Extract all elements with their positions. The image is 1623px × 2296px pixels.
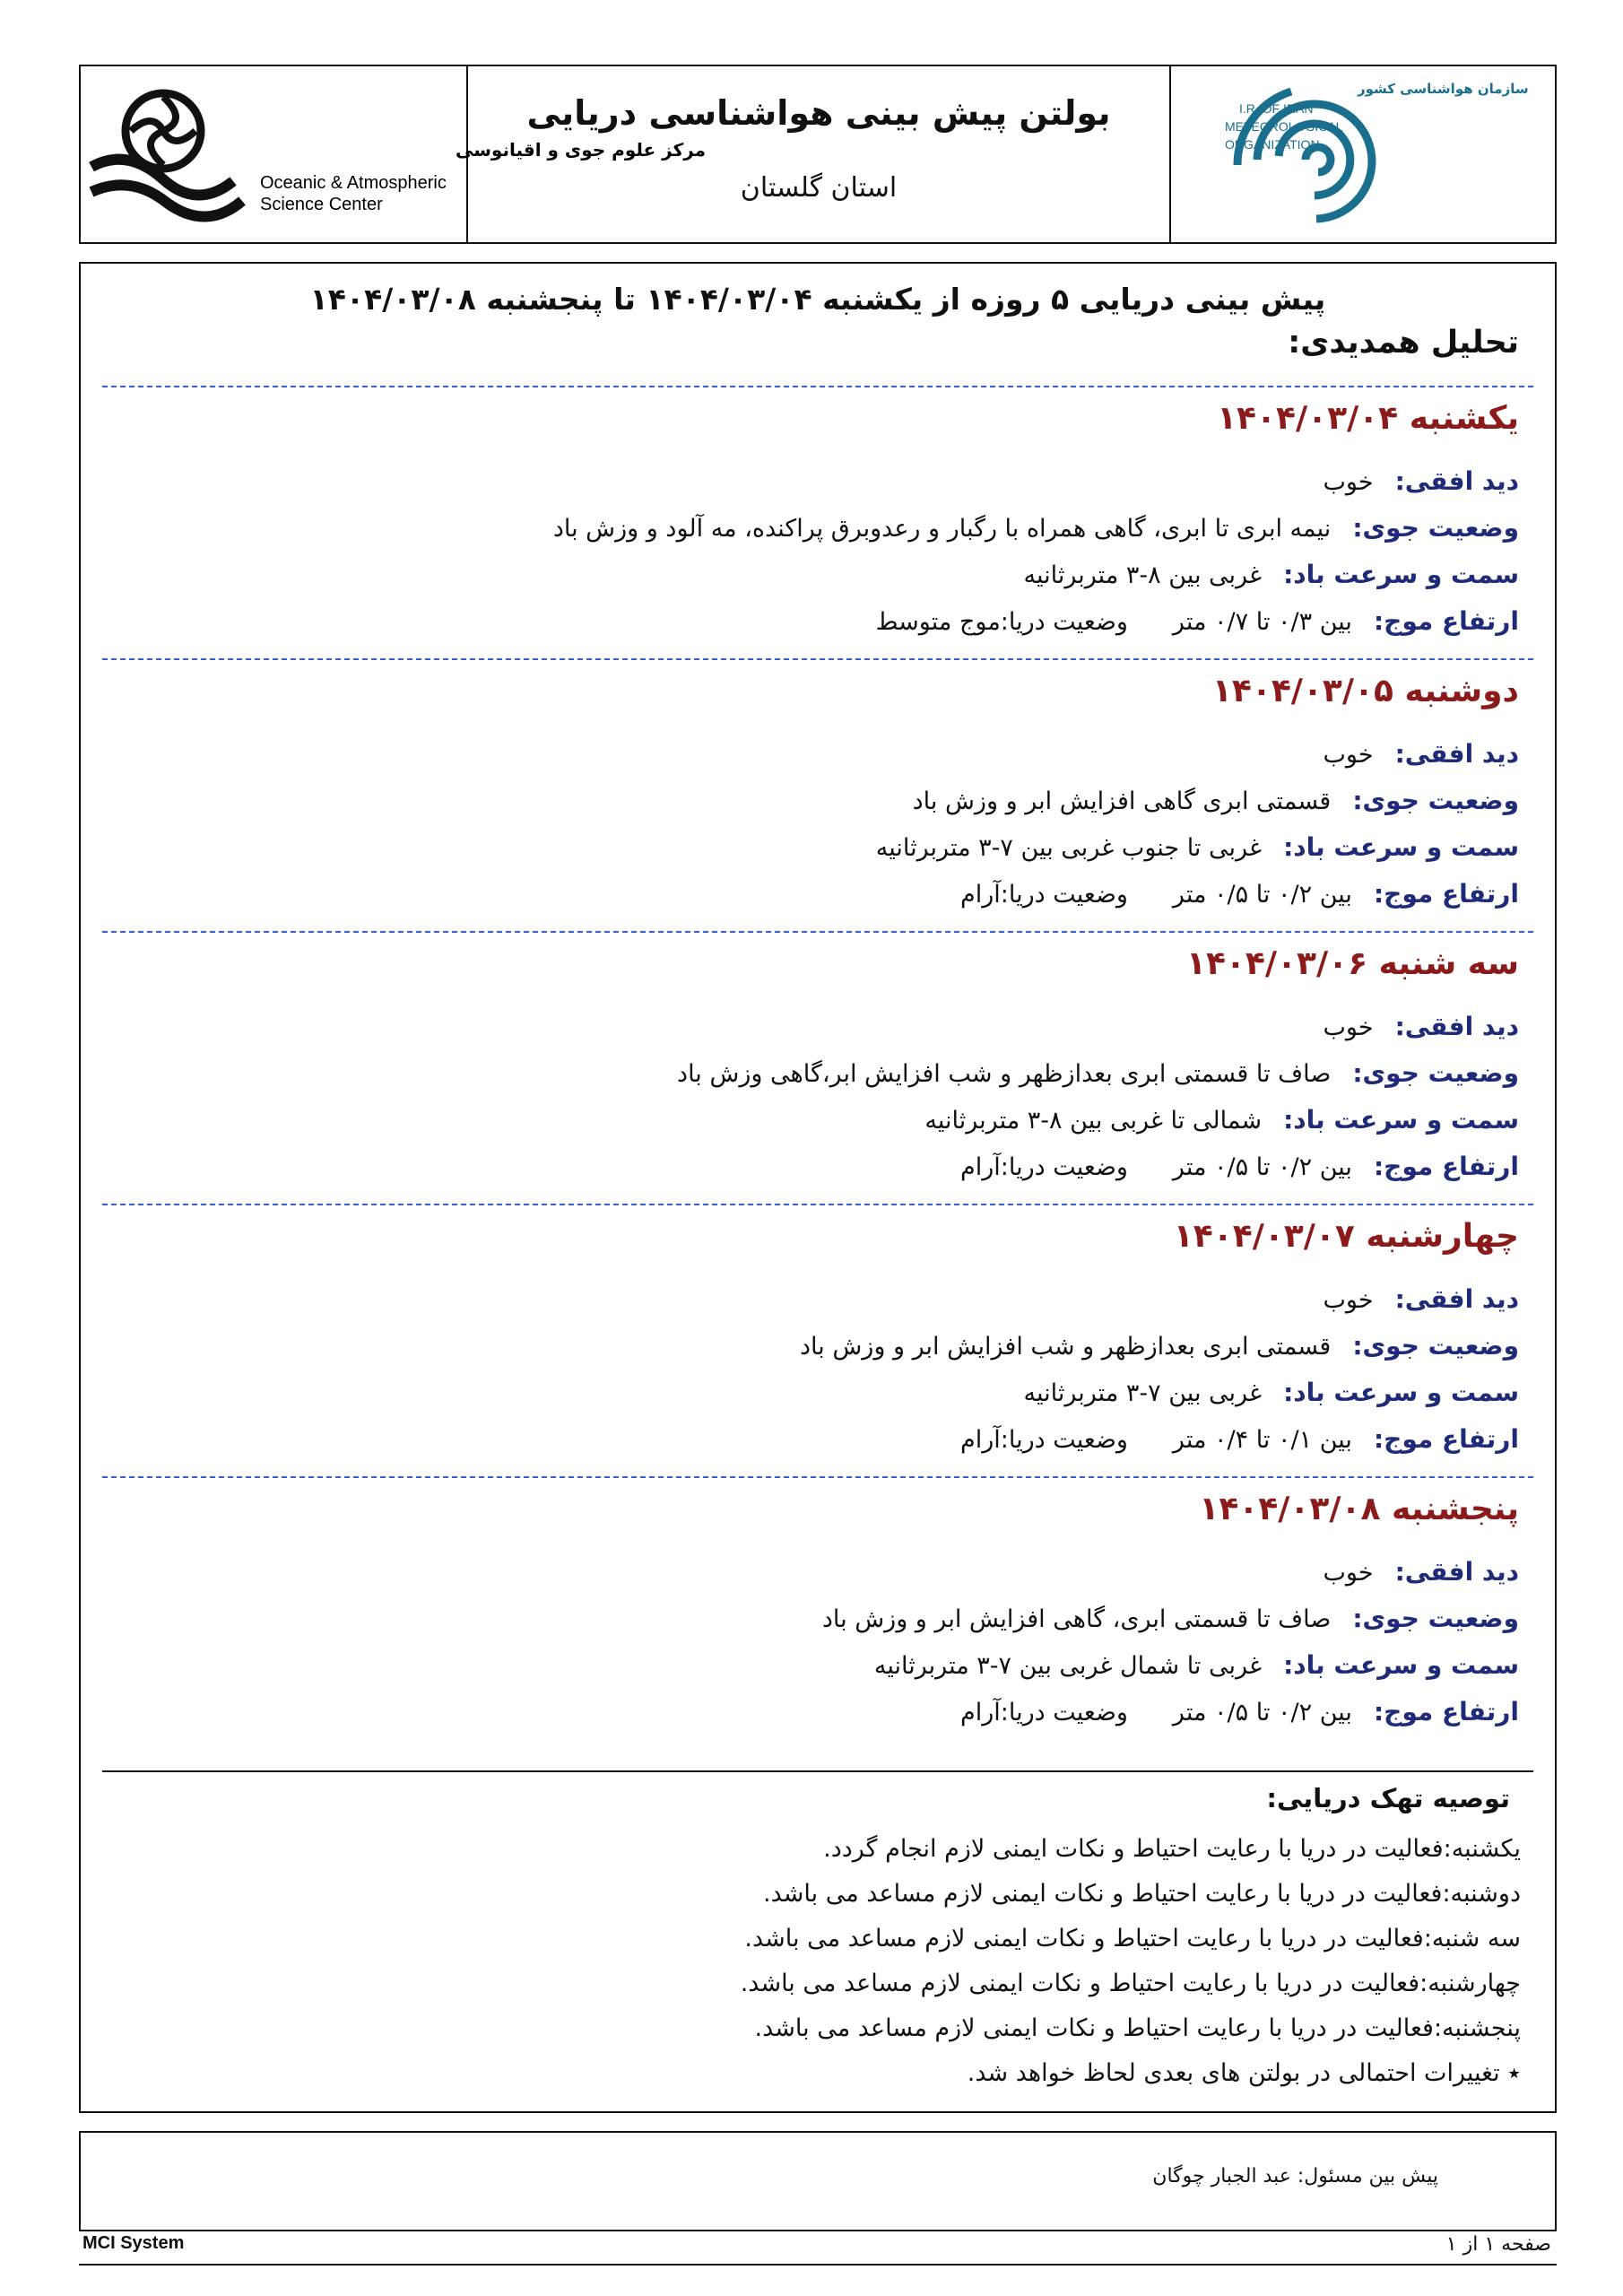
weather-row	[800, 1331, 1519, 1361]
separator	[102, 1204, 1533, 1205]
logo-text-en-2: METEOROLOGICAL	[1225, 119, 1343, 134]
sea-state: وضعیت دریا:موج متوسط	[875, 608, 1128, 636]
separator	[102, 658, 1533, 660]
oceanic-center-logo	[81, 66, 707, 242]
visibility-value: خوب	[1323, 1286, 1374, 1314]
wave-row	[960, 1697, 1519, 1726]
weather-row	[553, 513, 1519, 543]
swirl-logo-icon	[91, 93, 242, 217]
wind-label: سمت و سرعت باد:	[1283, 560, 1519, 589]
day-title: پنجشنبه ۱۴۰۴/۰۳/۰۸	[1199, 1491, 1519, 1527]
bulletin-header	[79, 65, 1557, 244]
separator	[102, 1476, 1533, 1478]
logo-text-fa: سازمان هواشناسی کشور	[1358, 81, 1529, 97]
wave-row	[960, 1152, 1519, 1181]
footer-divider	[79, 2264, 1557, 2266]
wave-value: بین ۰/۲ تا ۰/۵ متر	[1172, 1153, 1352, 1181]
visibility-label: دید افقی:	[1394, 466, 1519, 496]
sea-state: وضعیت دریا:آرام	[960, 1426, 1128, 1454]
title-cell	[468, 66, 1171, 242]
day-title: چهارشنبه ۱۴۰۴/۰۳/۰۷	[1173, 1218, 1519, 1255]
wave-label: ارتفاع موج:	[1373, 1697, 1519, 1726]
wind-row	[876, 832, 1519, 862]
synoptic-analysis-label: تحلیل همدیدی:	[1288, 325, 1519, 361]
visibility-row	[1324, 1557, 1519, 1587]
bulletin-title: بولتن پیش بینی هواشناسی دریایی	[526, 93, 1111, 133]
wind-row	[1023, 560, 1519, 589]
province-name: استان گلستان	[740, 172, 898, 204]
wave-label: ارتفاع موج:	[1373, 606, 1519, 636]
weather-row	[677, 1058, 1519, 1088]
sea-state: وضعیت دریا:آرام	[960, 1153, 1128, 1181]
recommendation-item: چهارشنبه:فعالیت در دریا با رعایت احتیاط و نکات ایمنی لازم مساعد می باشد.	[740, 1970, 1521, 1997]
recommendations-title: توصیه تهک دریایی:	[1266, 1783, 1510, 1813]
wave-row	[876, 606, 1519, 636]
logo-text-en-1: Oceanic & Atmospheric	[260, 173, 447, 193]
sea-state: وضعیت دریا:آرام	[960, 881, 1128, 909]
wind-label: سمت و سرعت باد:	[1283, 832, 1519, 862]
forecaster-name: پیش بین مسئول: عبد الجبار چوگان	[1152, 2165, 1438, 2187]
visibility-value: خوب	[1323, 1013, 1374, 1041]
wave-value: بین ۰/۱ تا ۰/۴ متر	[1172, 1426, 1352, 1454]
wave-label: ارتفاع موج:	[1373, 1424, 1519, 1454]
day-section	[81, 935, 1555, 1195]
forecaster-box	[79, 2131, 1557, 2231]
logo-text-en-1: I.R. OF IRAN	[1239, 101, 1314, 116]
wind-value: غربی تا جنوب غربی بین ۷-۳ متربرثانیه	[875, 834, 1263, 862]
wind-value: غربی بین ۸-۳ متربرثانیه	[1023, 561, 1263, 589]
forecast-title: پیش بینی دریایی ۵ روزه از یکشنبه ۱۴۰۴/۰۳/۰۴ تا پنجشنبه ۱۴۰۴/۰۳/۰۸	[309, 282, 1326, 317]
oceanic-center-logo-cell	[81, 66, 707, 242]
wind-label: سمت و سرعت باد:	[1283, 1650, 1519, 1680]
wind-value: شمالی تا غربی بین ۸-۳ متربرثانیه	[924, 1107, 1263, 1135]
day-section	[81, 1480, 1555, 1740]
wave-label: ارتفاع موج:	[1373, 879, 1519, 909]
wind-label: سمت و سرعت باد:	[1283, 1105, 1519, 1135]
wind-label: سمت و سرعت باد:	[1283, 1378, 1519, 1407]
weather-row	[822, 1604, 1519, 1633]
separator	[102, 931, 1533, 933]
wind-value: غربی تا شمال غربی بین ۷-۳ متربرثانیه	[873, 1652, 1263, 1680]
wind-value: غربی بین ۷-۳ متربرثانیه	[1023, 1379, 1263, 1407]
wave-row	[960, 1424, 1519, 1454]
visibility-value: خوب	[1323, 468, 1374, 496]
recommendations-divider	[102, 1770, 1533, 1772]
weather-value: قسمتی ابری گاهی افزایش ابر و وزش باد	[912, 787, 1332, 815]
wave-value: بین ۰/۳ تا ۰/۷ متر	[1172, 608, 1352, 636]
weather-value: صاف تا قسمتی ابری بعدازظهر و شب افزایش ابر،گاهی وزش باد	[677, 1060, 1332, 1088]
irimo-logo-cell	[1171, 66, 1558, 242]
visibility-label: دید افقی:	[1394, 1284, 1519, 1314]
visibility-label: دید افقی:	[1394, 1557, 1519, 1587]
day-title: سه شنبه ۱۴۰۴/۰۳/۰۶	[1185, 945, 1519, 982]
visibility-row	[1324, 466, 1519, 496]
day-section	[81, 389, 1555, 649]
visibility-row	[1324, 1284, 1519, 1314]
sea-state: وضعیت دریا:آرام	[960, 1699, 1128, 1726]
visibility-value: خوب	[1323, 741, 1374, 769]
weather-value: نیمه ابری تا ابری، گاهی همراه با رگبار و رعدوبرق پراکنده، مه آلود و وزش باد	[552, 515, 1332, 543]
weather-value: قسمتی ابری بعدازظهر و شب افزایش ابر و وزش باد	[800, 1333, 1332, 1361]
wind-row	[1023, 1378, 1519, 1407]
weather-label: وضعیت جوی:	[1352, 513, 1519, 543]
wave-value: بین ۰/۲ تا ۰/۵ متر	[1172, 881, 1352, 909]
system-name: MCI System	[82, 2233, 185, 2253]
day-section	[81, 1207, 1555, 1467]
recommendation-note: ٭ تغییرات احتمالی در بولتن های بعدی لحاظ خواهد شد.	[967, 2059, 1521, 2087]
page-number: صفحه ۱ از ۱	[1445, 2233, 1551, 2256]
wind-row	[874, 1650, 1519, 1680]
weather-label: وضعیت جوی:	[1352, 1058, 1519, 1088]
weather-row	[913, 786, 1519, 815]
day-title: یکشنبه ۱۴۰۴/۰۳/۰۴	[1217, 400, 1519, 437]
forecast-body	[79, 262, 1557, 2113]
weather-label: وضعیت جوی:	[1352, 1604, 1519, 1633]
recommendation-item: یکشنبه:فعالیت در دریا با رعایت احتیاط و نکات ایمنی لازم انجام گردد.	[823, 1835, 1521, 1863]
logo-text-en-3: ORGANIZATION	[1225, 137, 1320, 152]
recommendation-item: پنجشنبه:فعالیت در دریا با رعایت احتیاط و نکات ایمنی لازم مساعد می باشد.	[754, 2014, 1521, 2042]
weather-label: وضعیت جوی:	[1352, 786, 1519, 815]
logo-text-fa: مرکز علوم جوی و اقیانوسی	[456, 139, 707, 161]
visibility-label: دید افقی:	[1394, 739, 1519, 769]
logo-text-en-2: Science Center	[260, 195, 383, 214]
irimo-logo	[1171, 66, 1555, 242]
wave-row	[960, 879, 1519, 909]
visibility-row	[1324, 1012, 1519, 1041]
weather-value: صاف تا قسمتی ابری، گاهی افزایش ابر و وزش باد	[821, 1605, 1332, 1633]
visibility-value: خوب	[1323, 1559, 1374, 1587]
visibility-label: دید افقی:	[1394, 1012, 1519, 1041]
visibility-row	[1324, 739, 1519, 769]
wave-value: بین ۰/۲ تا ۰/۵ متر	[1172, 1699, 1352, 1726]
recommendation-item: دوشنبه:فعالیت در دریا با رعایت احتیاط و نکات ایمنی لازم مساعد می باشد.	[763, 1880, 1521, 1908]
wave-label: ارتفاع موج:	[1373, 1152, 1519, 1181]
day-title: دوشنبه ۱۴۰۴/۰۳/۰۵	[1211, 673, 1519, 709]
separator	[102, 386, 1533, 387]
recommendation-item: سه شنبه:فعالیت در دریا با رعایت احتیاط و نکات ایمنی لازم مساعد می باشد.	[744, 1925, 1521, 1952]
wind-row	[924, 1105, 1519, 1135]
weather-label: وضعیت جوی:	[1352, 1331, 1519, 1361]
day-section	[81, 662, 1555, 922]
